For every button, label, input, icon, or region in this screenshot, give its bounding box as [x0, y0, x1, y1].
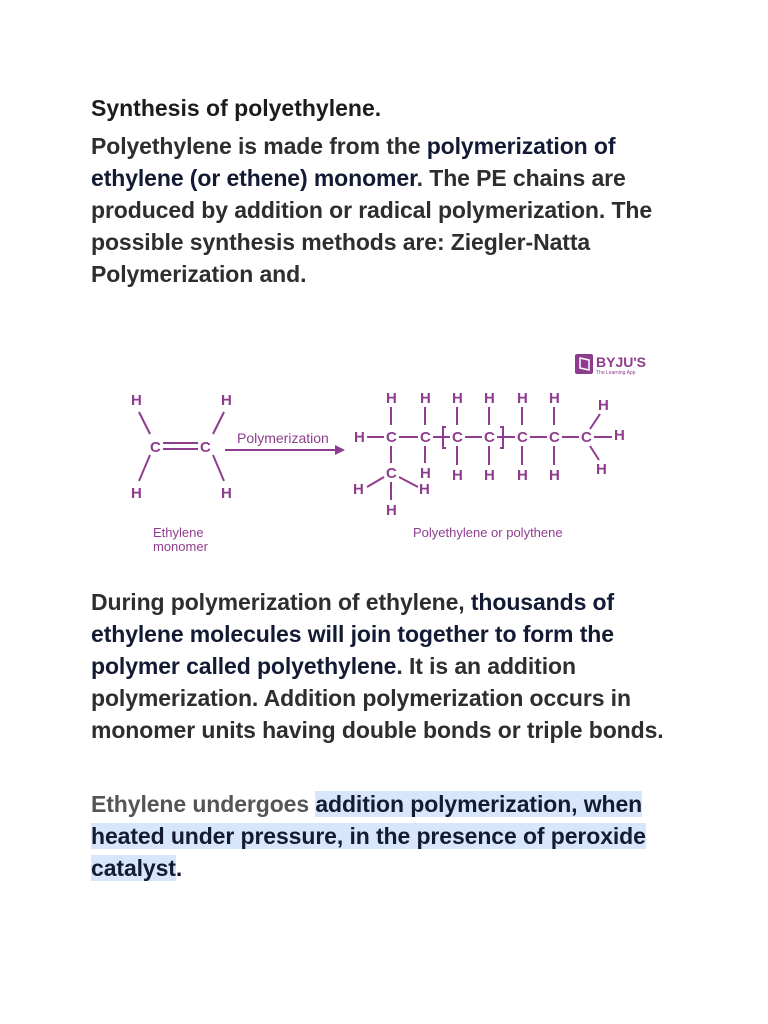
para1-link-text[interactable]: polymerization of ethylene (or ethene) monomer — [91, 133, 616, 191]
para1-text-a: Polyethylene is made from the — [91, 133, 427, 159]
para3-highlighted-text[interactable]: addition polymerization, when heated under pressure, in the presence of peroxide catalyst — [91, 791, 646, 881]
paragraph-conditions — [91, 788, 681, 884]
atom-c: C — [386, 429, 397, 446]
atom-c: C — [452, 429, 463, 446]
atom-h: H — [420, 465, 431, 482]
atom-h: H — [420, 390, 431, 407]
para3-text-c: . — [175, 855, 183, 881]
atom-h: H — [354, 429, 365, 446]
diagram-svg — [91, 342, 677, 564]
atom-c: C — [200, 439, 211, 456]
atom-c: C — [386, 465, 397, 482]
atom-h: H — [221, 485, 232, 502]
ethylene-monomer-structure — [131, 392, 232, 502]
atom-h: H — [484, 467, 495, 484]
atom-h: H — [549, 390, 560, 407]
section-heading: Synthesis of polyethylene. — [91, 95, 382, 121]
monomer-caption-line2: monomer — [153, 539, 208, 554]
atom-h: H — [484, 390, 495, 407]
atom-c: C — [420, 429, 431, 446]
para2-text-c: . It is an addition polymerization. Addition polymerization occurs in monomer units having double bonds or triple bonds. — [91, 653, 664, 743]
atom-h: H — [598, 397, 609, 414]
atom-h: H — [614, 427, 625, 444]
atom-h: H — [452, 467, 463, 484]
atom-h: H — [596, 461, 607, 478]
byjus-logo — [575, 354, 646, 376]
document-body — [91, 92, 681, 290]
para3-text-a: Ethylene undergoes — [91, 791, 316, 817]
atom-h: H — [353, 481, 364, 498]
atom-h: H — [517, 467, 528, 484]
atom-h: H — [452, 390, 463, 407]
logo-tagline: The Learning App — [596, 370, 636, 376]
atom-h: H — [386, 502, 397, 519]
logo-mark — [575, 354, 593, 374]
polymer-caption: Polyethylene or polythene — [413, 525, 563, 540]
atom-c: C — [150, 439, 161, 456]
para2-text-a: During polymerization of ethylene, — [91, 589, 471, 615]
atom-h: H — [131, 485, 142, 502]
atom-c: C — [517, 429, 528, 446]
arrow-head-icon — [335, 445, 345, 455]
monomer-caption-line1: Ethylene — [153, 525, 204, 540]
polymerization-arrow — [225, 430, 345, 455]
atom-c: C — [484, 429, 495, 446]
para2-link-text[interactable]: thousands of ethylene molecules will join together to form the polymer called polyethylene — [91, 589, 615, 679]
logo-brand-text: BYJU'S — [596, 354, 647, 370]
polymerization-diagram — [91, 342, 677, 564]
atom-h: H — [221, 392, 232, 409]
atom-h: H — [517, 390, 528, 407]
paragraph-polymerization — [91, 586, 681, 746]
atom-h: H — [386, 390, 397, 407]
atom-c: C — [549, 429, 560, 446]
para1-text-c: . The PE chains are produced by addition or radical polymerization. The possible synthesis methods are: Ziegler-Natta Polymerization and. — [91, 165, 653, 287]
polyethylene-structure — [353, 390, 625, 519]
atom-h: H — [419, 481, 430, 498]
atom-c: C — [581, 429, 592, 446]
atom-h: H — [549, 467, 560, 484]
paragraph-synthesis — [91, 130, 681, 290]
arrow-label: Polymerization — [237, 430, 329, 446]
atom-h: H — [131, 392, 142, 409]
